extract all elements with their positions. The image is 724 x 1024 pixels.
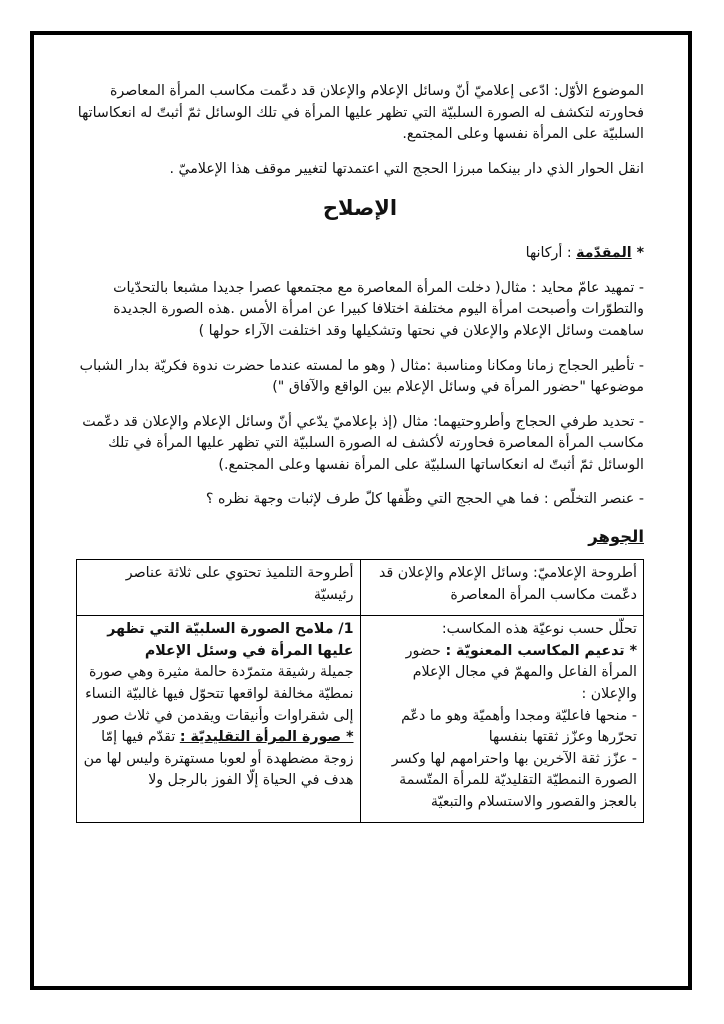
table-analysis-row <box>77 616 644 823</box>
moral-gains-line <box>367 641 638 706</box>
theses-table <box>76 559 644 823</box>
neutral-preamble-paragraph: - تمهيد عامّ محايد : مثال( دخلت المرأة المعاصرة مع مجتمعها عصرا جديدا مشبعا بالتحدّيات والتطوّرات وأصبحت امرأة اليوم مختلفة اختلافا كبيرا عن امرأة الأمس .هذه الصورة الجديدة ساهمت وسائل الإعلام والإعلان في نحتها وتشكيلها وقد اختلفت الآراء حولها ) <box>113 279 644 339</box>
document-content <box>34 35 688 823</box>
moral-gains-text: حضور المرأة الفاعل والمهمّ في مجال الإعلام والإعلان : <box>405 642 637 702</box>
introduction-star: * <box>631 245 644 262</box>
journalist-analysis-cell <box>360 616 644 823</box>
traditional-image-label: * صورة المرأة التقليديّة : <box>179 729 354 746</box>
negative-image-title: 1/ ملامح الصورة السلبيّة التي تظهر عليها المرأة في وسئل الإعلام <box>107 621 354 659</box>
traditional-image-line <box>83 727 354 792</box>
parties-theses-paragraph: - تحديد طرفي الحجاج وأطروحتيهما: مثال (إذ بإعلاميّ يدّعي أنّ وسائل الإعلام والإعلان قد دعّمت مكاسب المرأة المعاصرة فحاورته لأكشف له الصورة السلبيّة التي تظهر عليها المرأة في تلك الوسائل ثمّ أثبتّ له انعكاساتها السلبيّة على المرأة نفسها وعلى المجتمع.) <box>82 413 644 473</box>
introduction-label-rest: : أركانها <box>525 245 577 262</box>
argument-framing-paragraph: - تأطير الحجاج زمانا ومكانا ومناسبة :مثال ( وهو ما لمسته عندما حضرت ندوة فكريّة بدار الشباب موضوعها "حضور المرأة في وسائل الإعلام بين الواقع والآفاق ") <box>79 357 644 396</box>
traditional-image-text: تقدّم فيها إمّا زوجة مضطهدة أو لعوبا مستهترة وليس لها من هدف في الحياة إلّا الفوز بالرجل ولا <box>83 729 354 789</box>
student-thesis-header-cell: أطروحة التلميذ تحتوي على ثلاثة عناصر رئيسيّة <box>77 560 361 616</box>
introduction-label: المقدّمة <box>576 245 632 262</box>
gain-item-1: - منحها فاعليّة ومجدا وأهميّة وهو ما دعّم تحرّرها وعزّز ثقتها بنفسها <box>401 707 637 746</box>
student-analysis-cell <box>77 616 361 823</box>
transition-element-paragraph: - عنصر التخلّص : فما هي الحجج التي وظّفها كلّ طرف لإثبات وجهة نظره ؟ <box>205 491 644 508</box>
gain-item-2: - عزّز ثقة الآخرين بها واحترامهم لها وكسر الصورة النمطيّة التقليديّة للمرأة المتّسمة بالعجز والقصور والاستسلام والتبعيّة <box>391 750 637 810</box>
analysis-intro-line: تحلّل حسب نوعيّة هذه المكاسب: <box>441 621 637 638</box>
subject-prompt-paragraph: الموضوع الأوّل: ادّعى إعلاميّ أنّ وسائل الإعلام والإعلان قد دعّمت مكاسب المرأة المعاصرة فحاورته لتكشف له الصورة السلبيّة التي تظهر عليها المرأة في تلك الوسائل ثمّ أثبتّ له انعكاساتها السلبيّة على المرأة نفسها وعلى المجتمع. <box>77 83 644 143</box>
negative-image-description: جميلة رشيقة متمرّدة حالمة مثيرة وهي صورة نمطيّة مخالفة لواقعها تتحوّل فيها غالبيّة النساء إلى شقراوات وأنيقات ويقدمن في ثلاث صور <box>85 664 354 724</box>
journalist-thesis-header-cell: أطروحة الإعلاميّ: وسائل الإعلام والإعلان قد دعّمت مكاسب المرأة المعاصرة <box>360 560 644 616</box>
page-border-frame <box>30 31 692 990</box>
table-header-row <box>77 560 644 616</box>
body-heading: الجوهر <box>588 527 644 546</box>
moral-gains-label: * تدعيم المكاسب المعنويّة : <box>445 642 637 659</box>
correction-heading: الإصلاح <box>322 196 398 221</box>
dialogue-instruction-paragraph: انقل الحوار الذي دار بينكما مبرزا الحجج التي اعتمدتها لتغيير موقف هذا الإعلاميّ . <box>169 160 644 177</box>
introduction-label-line <box>76 243 644 265</box>
